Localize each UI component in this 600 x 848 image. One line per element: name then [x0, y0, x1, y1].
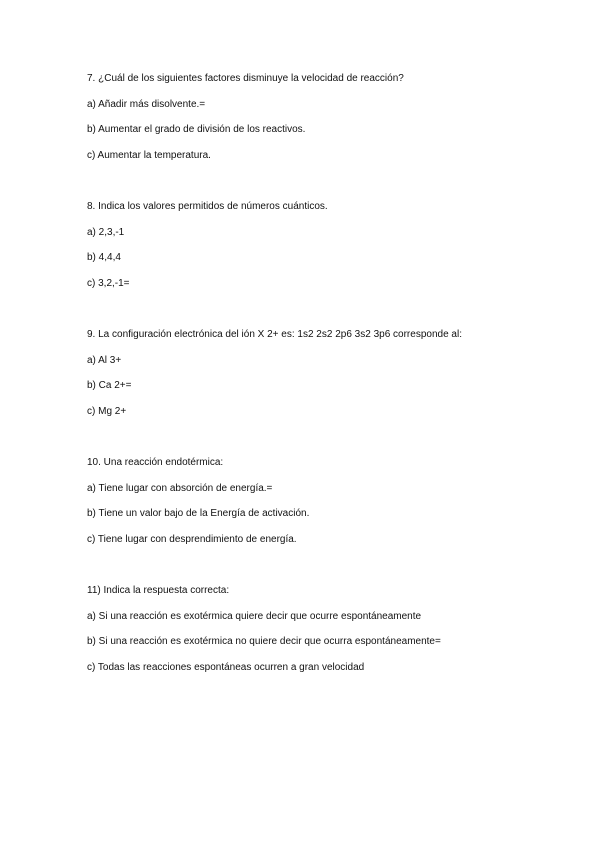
question-11-option-b: b) Si una reacción es exotérmica no quiere decir que ocurra espontáneamente=	[87, 636, 441, 647]
question-7-prompt: 7. ¿Cuál de los siguientes factores disminuye la velocidad de reacción?	[87, 73, 404, 84]
question-7-option-b: b) Aumentar el grado de división de los reactivos.	[87, 124, 306, 135]
question-7-option-a: a) Añadir más disolvente.=	[87, 99, 206, 110]
question-11-prompt: 11) Indica la respuesta correcta:	[87, 585, 230, 596]
question-8-prompt: 8. Indica los valores permitidos de números cuánticos.	[87, 201, 328, 212]
question-9-option-b: b) Ca 2+=	[87, 380, 132, 391]
question-8-option-b: b) 4,4,4	[87, 252, 121, 263]
question-7-option-c: c) Aumentar la temperatura.	[87, 150, 211, 161]
question-10-option-c: c) Tiene lugar con desprendimiento de energía.	[87, 534, 297, 545]
question-8-option-c: c) 3,2,-1=	[87, 278, 130, 289]
question-8-option-a: a) 2,3,-1	[87, 227, 125, 238]
question-9-option-c: c) Mg 2+	[87, 406, 127, 417]
question-11-option-c: c) Todas las reacciones espontáneas ocurren a gran velocidad	[87, 662, 365, 673]
question-10-option-b: b) Tiene un valor bajo de la Energía de activación.	[87, 508, 310, 519]
question-9-option-a: a) Al 3+	[87, 355, 122, 366]
question-11-option-a: a) Si una reacción es exotérmica quiere decir que ocurre espontáneamente	[87, 611, 422, 622]
question-10-option-a: a) Tiene lugar con absorción de energía.=	[87, 483, 273, 494]
question-10-prompt: 10. Una reacción endotérmica:	[87, 457, 224, 468]
question-9-prompt: 9. La configuración electrónica del ión X 2+ es: 1s2 2s2 2p6 3s2 3p6 corresponde al:	[87, 329, 462, 340]
